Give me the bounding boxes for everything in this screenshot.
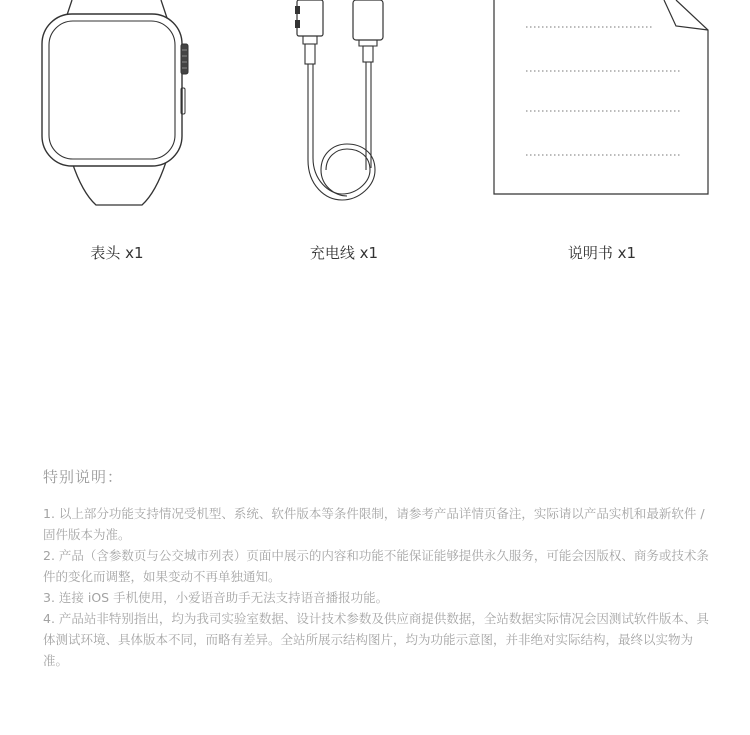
manual-document-icon (492, 0, 712, 200)
manual-caption: 说明书 x1 (567, 244, 637, 262)
notes-list (43, 503, 711, 671)
notes-title: 特别说明： (43, 468, 124, 486)
watch-icon (30, 0, 200, 215)
note-item: 4. 产品站非特别指出，均为我司实验室数据、设计技术参数及供应商提供数据，全站数据实际情况会因测试软件版本、具体测试环境、具体版本不同，而略有差异。全站所展示结构图片，均为功能示意图，并非绝对实际结构，最终以实物为准。 (43, 611, 709, 668)
note-item: 3. 连接 iOS 手机使用，小爱语音助手无法支持语音播报功能。 (43, 590, 389, 605)
watch-caption: 表头 x1 (90, 244, 144, 262)
note-item: 2. 产品（含参数页与公交城市列表）页面中展示的内容和功能不能保证能够提供永久服务，可能会因版权、商务或技术条件的变化而调整，如果变动不再单独通知。 (43, 548, 709, 584)
charging-cable-icon (285, 0, 395, 215)
note-item: 1. 以上部分功能支持情况受机型、系统、软件版本等条件限制，请参考产品详情页备注，实际请以产品实机和最新软件 / 固件版本为准。 (43, 506, 705, 542)
charging-cable-caption: 充电线 x1 (309, 244, 379, 262)
